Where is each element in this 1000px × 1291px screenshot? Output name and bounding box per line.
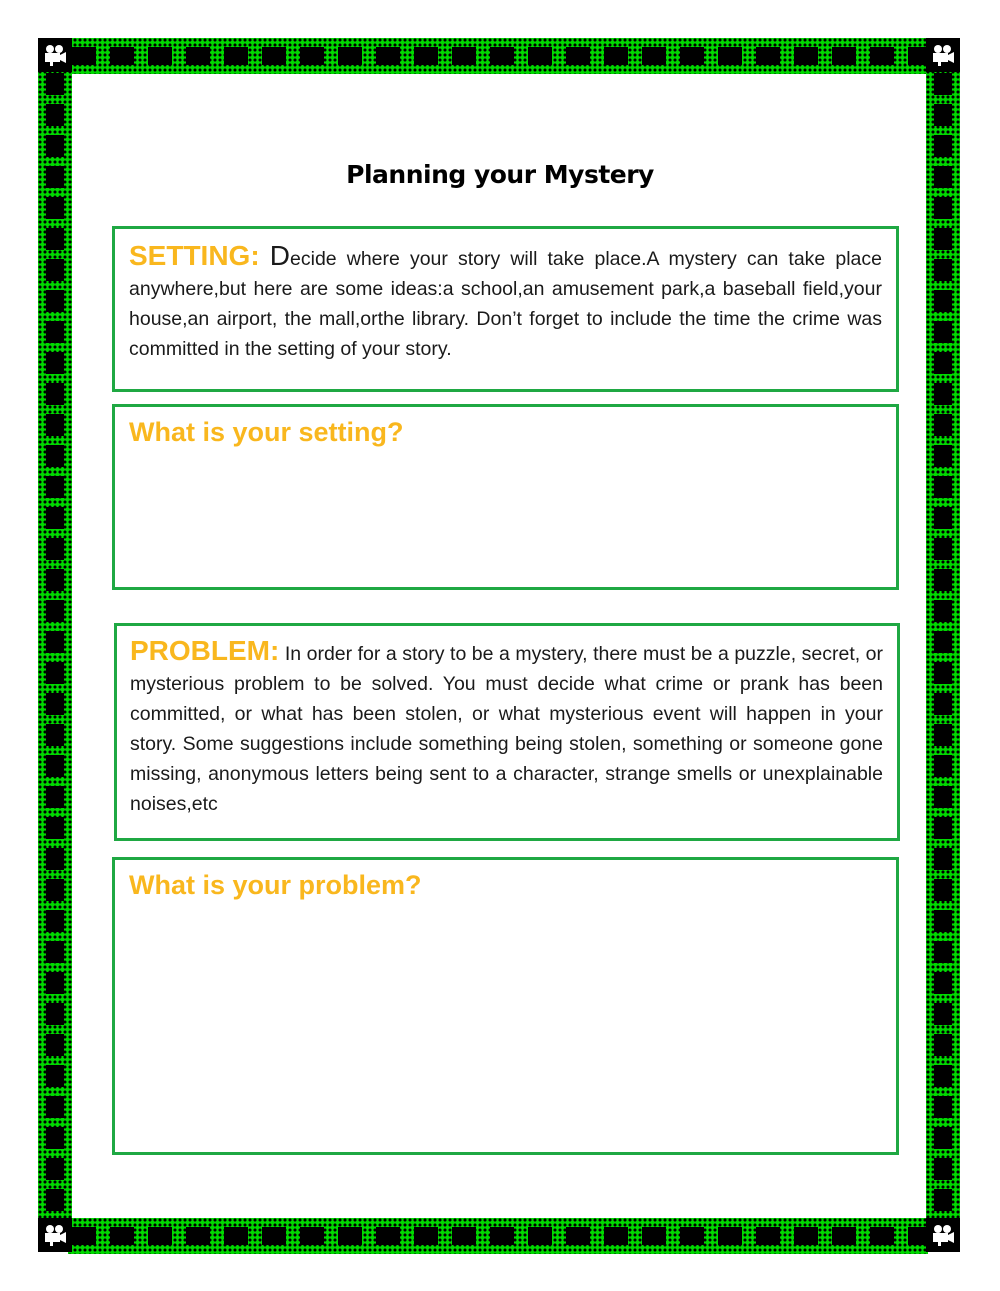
problem-answer-box[interactable] xyxy=(112,857,899,1155)
movie-camera-icon xyxy=(926,1218,960,1252)
setting-question: What is your setting? xyxy=(129,417,404,447)
page-title: Planning your Mystery xyxy=(346,160,654,189)
film-strip-border-left xyxy=(38,70,72,1220)
problem-info-box xyxy=(114,623,900,841)
movie-camera-icon xyxy=(38,1218,72,1252)
setting-label: SETTING: xyxy=(129,240,260,271)
problem-description xyxy=(130,636,883,819)
setting-answer-box[interactable] xyxy=(112,404,899,590)
setting-dropcap: D xyxy=(269,240,291,271)
movie-camera-icon xyxy=(38,38,72,72)
problem-question: What is your problem? xyxy=(129,870,422,900)
film-strip-border-bottom xyxy=(68,1218,928,1254)
film-strip-border-right xyxy=(926,70,960,1220)
setting-description xyxy=(129,241,882,364)
setting-text: ecide where your story will take place.A mystery can take place anywhere,but here are some ideas:a school,an amusement park,a baseball field,your house,an airport, the mall,orthe library. Don’t forget to include the time the crime was committed in the setting of your story. xyxy=(129,248,882,360)
problem-text: In order for a story to be a mystery, there must be a puzzle, secret, or mysterious problem to be solved. You must decide what crime or prank has been committed, or what has been stolen, or what mysterious event will happen in your story. Some suggestions include something being stolen, something or someone gone missing, anonymous letters being sent to a character, strange smells or unexplainable noises,etc xyxy=(130,643,883,815)
movie-camera-icon xyxy=(926,38,960,72)
film-strip-border-top xyxy=(68,38,928,74)
problem-label: PROBLEM: xyxy=(130,635,280,666)
setting-info-box xyxy=(112,226,899,392)
